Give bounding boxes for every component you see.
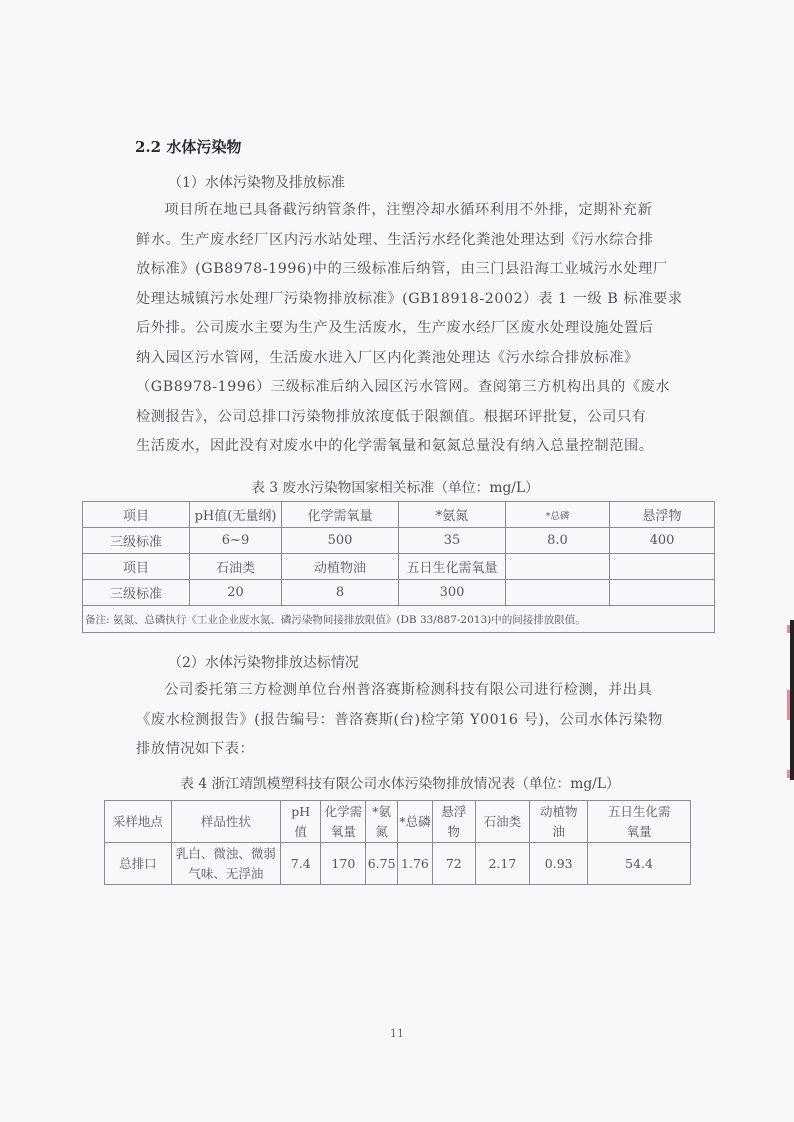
table-cell: 三级标准: [83, 580, 190, 606]
table-cell: 动植物油: [282, 554, 399, 580]
table-cell: 0.93: [530, 843, 588, 885]
table4-caption: 表 4 浙江靖凯模塑科技有限公司水体污染物排放情况表（单位：mg/L）: [180, 776, 620, 792]
text-line: 检测报告》，公司总排口污染物排放浓度低于限额值。根据环评批复，公司只有: [136, 408, 647, 425]
text-line: 鲜水。生产废水经厂区内污水站处理、生活污水经化粪池处理达到《污水综合排: [136, 231, 654, 248]
text-line: 纳入园区污水管网，生活废水进入厂区内化粪池处理达《污水综合排放标准》: [136, 349, 639, 366]
header-cell: 采样地点: [105, 801, 172, 843]
text-line: 生活废水，因此没有对废水中的化学需氧量和氨氮总量没有纳入总量控制范围。: [136, 438, 654, 454]
table-cell: 项目: [83, 554, 190, 580]
table-cell: 乳白、微浊、微弱气味、无浮油: [171, 843, 280, 885]
text-line: 处理达城镇污水处理厂污染物排放标准》(GB18918-2002）表 1 一级 B 标准要求: [136, 290, 683, 307]
text-line: 排放情况如下表：: [136, 741, 255, 757]
header-cell: 五日生化需氧量: [588, 801, 691, 843]
table-row: [105, 843, 691, 885]
table-cell: [610, 554, 715, 580]
table-cell: 35: [399, 528, 506, 554]
table3-caption: 表 3 废水污染物国家相关标准（单位：mg/L）: [251, 480, 539, 496]
table3-standards: [82, 501, 715, 633]
page-number: 11: [390, 1027, 404, 1040]
table-cell: 400: [610, 528, 715, 554]
table-cell: [610, 580, 715, 606]
table-cell: 300: [399, 580, 506, 606]
header-cell: 化学需氧量: [321, 801, 366, 843]
table-row: [83, 580, 715, 606]
table3-note: 备注: 氨氮、总磷执行《工业企业废水氮、磷污染物间接排放限值》(DB 33/887-2013)中的间接排放限值。: [83, 606, 715, 633]
header-cell: *总磷: [397, 801, 432, 843]
table-header-row: [105, 801, 691, 843]
seal-fragment: [787, 770, 790, 778]
table-cell: 8.0: [506, 528, 610, 554]
table-cell: 2.17: [475, 843, 530, 885]
table-cell: pH值(无量纲): [190, 502, 282, 528]
header-cell: pH值: [281, 801, 321, 843]
table-cell: 72: [432, 843, 475, 885]
subsection-heading-2: （2）水体污染物排放达标情况: [168, 655, 359, 671]
table-row: [83, 554, 715, 580]
table-cell: 20: [190, 580, 282, 606]
table-cell: 五日生化需氧量: [399, 554, 506, 580]
table-cell: 8: [282, 580, 399, 606]
text-line: 项目所在地已具备截污纳管条件，注塑冷却水循环利用不外排，定期补充新: [164, 202, 653, 218]
text-line: 后外排。公司废水主要为生产及生活废水，生产废水经厂区废水处理设施处置后: [136, 320, 654, 336]
table-cell: 项目: [83, 502, 190, 528]
table-cell: [506, 554, 610, 580]
table-cell: *总磷: [506, 502, 610, 528]
paragraph-1: [136, 196, 696, 462]
table-cell: 54.4: [588, 843, 691, 885]
table-cell: 悬浮物: [610, 502, 715, 528]
header-cell: 悬浮物: [432, 801, 475, 843]
header-cell: 动植物油: [530, 801, 588, 843]
seal-fragment: [787, 690, 790, 720]
subsection-heading-1: （1）水体污染物及排放标准: [168, 175, 345, 191]
paragraph-2: [136, 676, 696, 765]
table-cell: 500: [282, 528, 399, 554]
header-cell: *氨氮: [366, 801, 398, 843]
table-cell: *氨氮: [399, 502, 506, 528]
text-line: （GB8978-1996）三级标准后纳入园区污水管网。查阅第三方机构出具的《废水: [136, 379, 671, 395]
table-cell: 170: [321, 843, 366, 885]
table-note-row: [83, 606, 715, 633]
text-line: 公司委托第三方检测单位台州普洛赛斯检测科技有限公司进行检测，并出具: [164, 682, 653, 698]
table-cell: 总排口: [105, 843, 172, 885]
table-cell: 化学需氧量: [282, 502, 399, 528]
seal-fragment: [787, 625, 790, 633]
text-line: 《废水检测报告》(报告编号：普洛赛斯(台)检字第 Y0016 号)，公司水体污染物: [136, 711, 663, 728]
section-heading: 2.2 水体污染物: [135, 138, 242, 156]
table-cell: 三级标准: [83, 528, 190, 554]
table-cell: [506, 580, 610, 606]
table-row: [83, 528, 715, 554]
table-cell: 1.76: [397, 843, 432, 885]
table-cell: 6~9: [190, 528, 282, 554]
table-cell: 7.4: [281, 843, 321, 885]
table4-emissions: [104, 800, 691, 885]
table-cell: 石油类: [190, 554, 282, 580]
table-row: [83, 502, 715, 528]
header-cell: 石油类: [475, 801, 530, 843]
header-cell: 样品性状: [171, 801, 280, 843]
text-line: 放标准》(GB8978-1996)中的三级标准后纳管，由三门县沿海工业城污水处理厂: [136, 261, 668, 277]
scan-edge-mark: [790, 620, 794, 780]
table-cell: 6.75: [366, 843, 398, 885]
